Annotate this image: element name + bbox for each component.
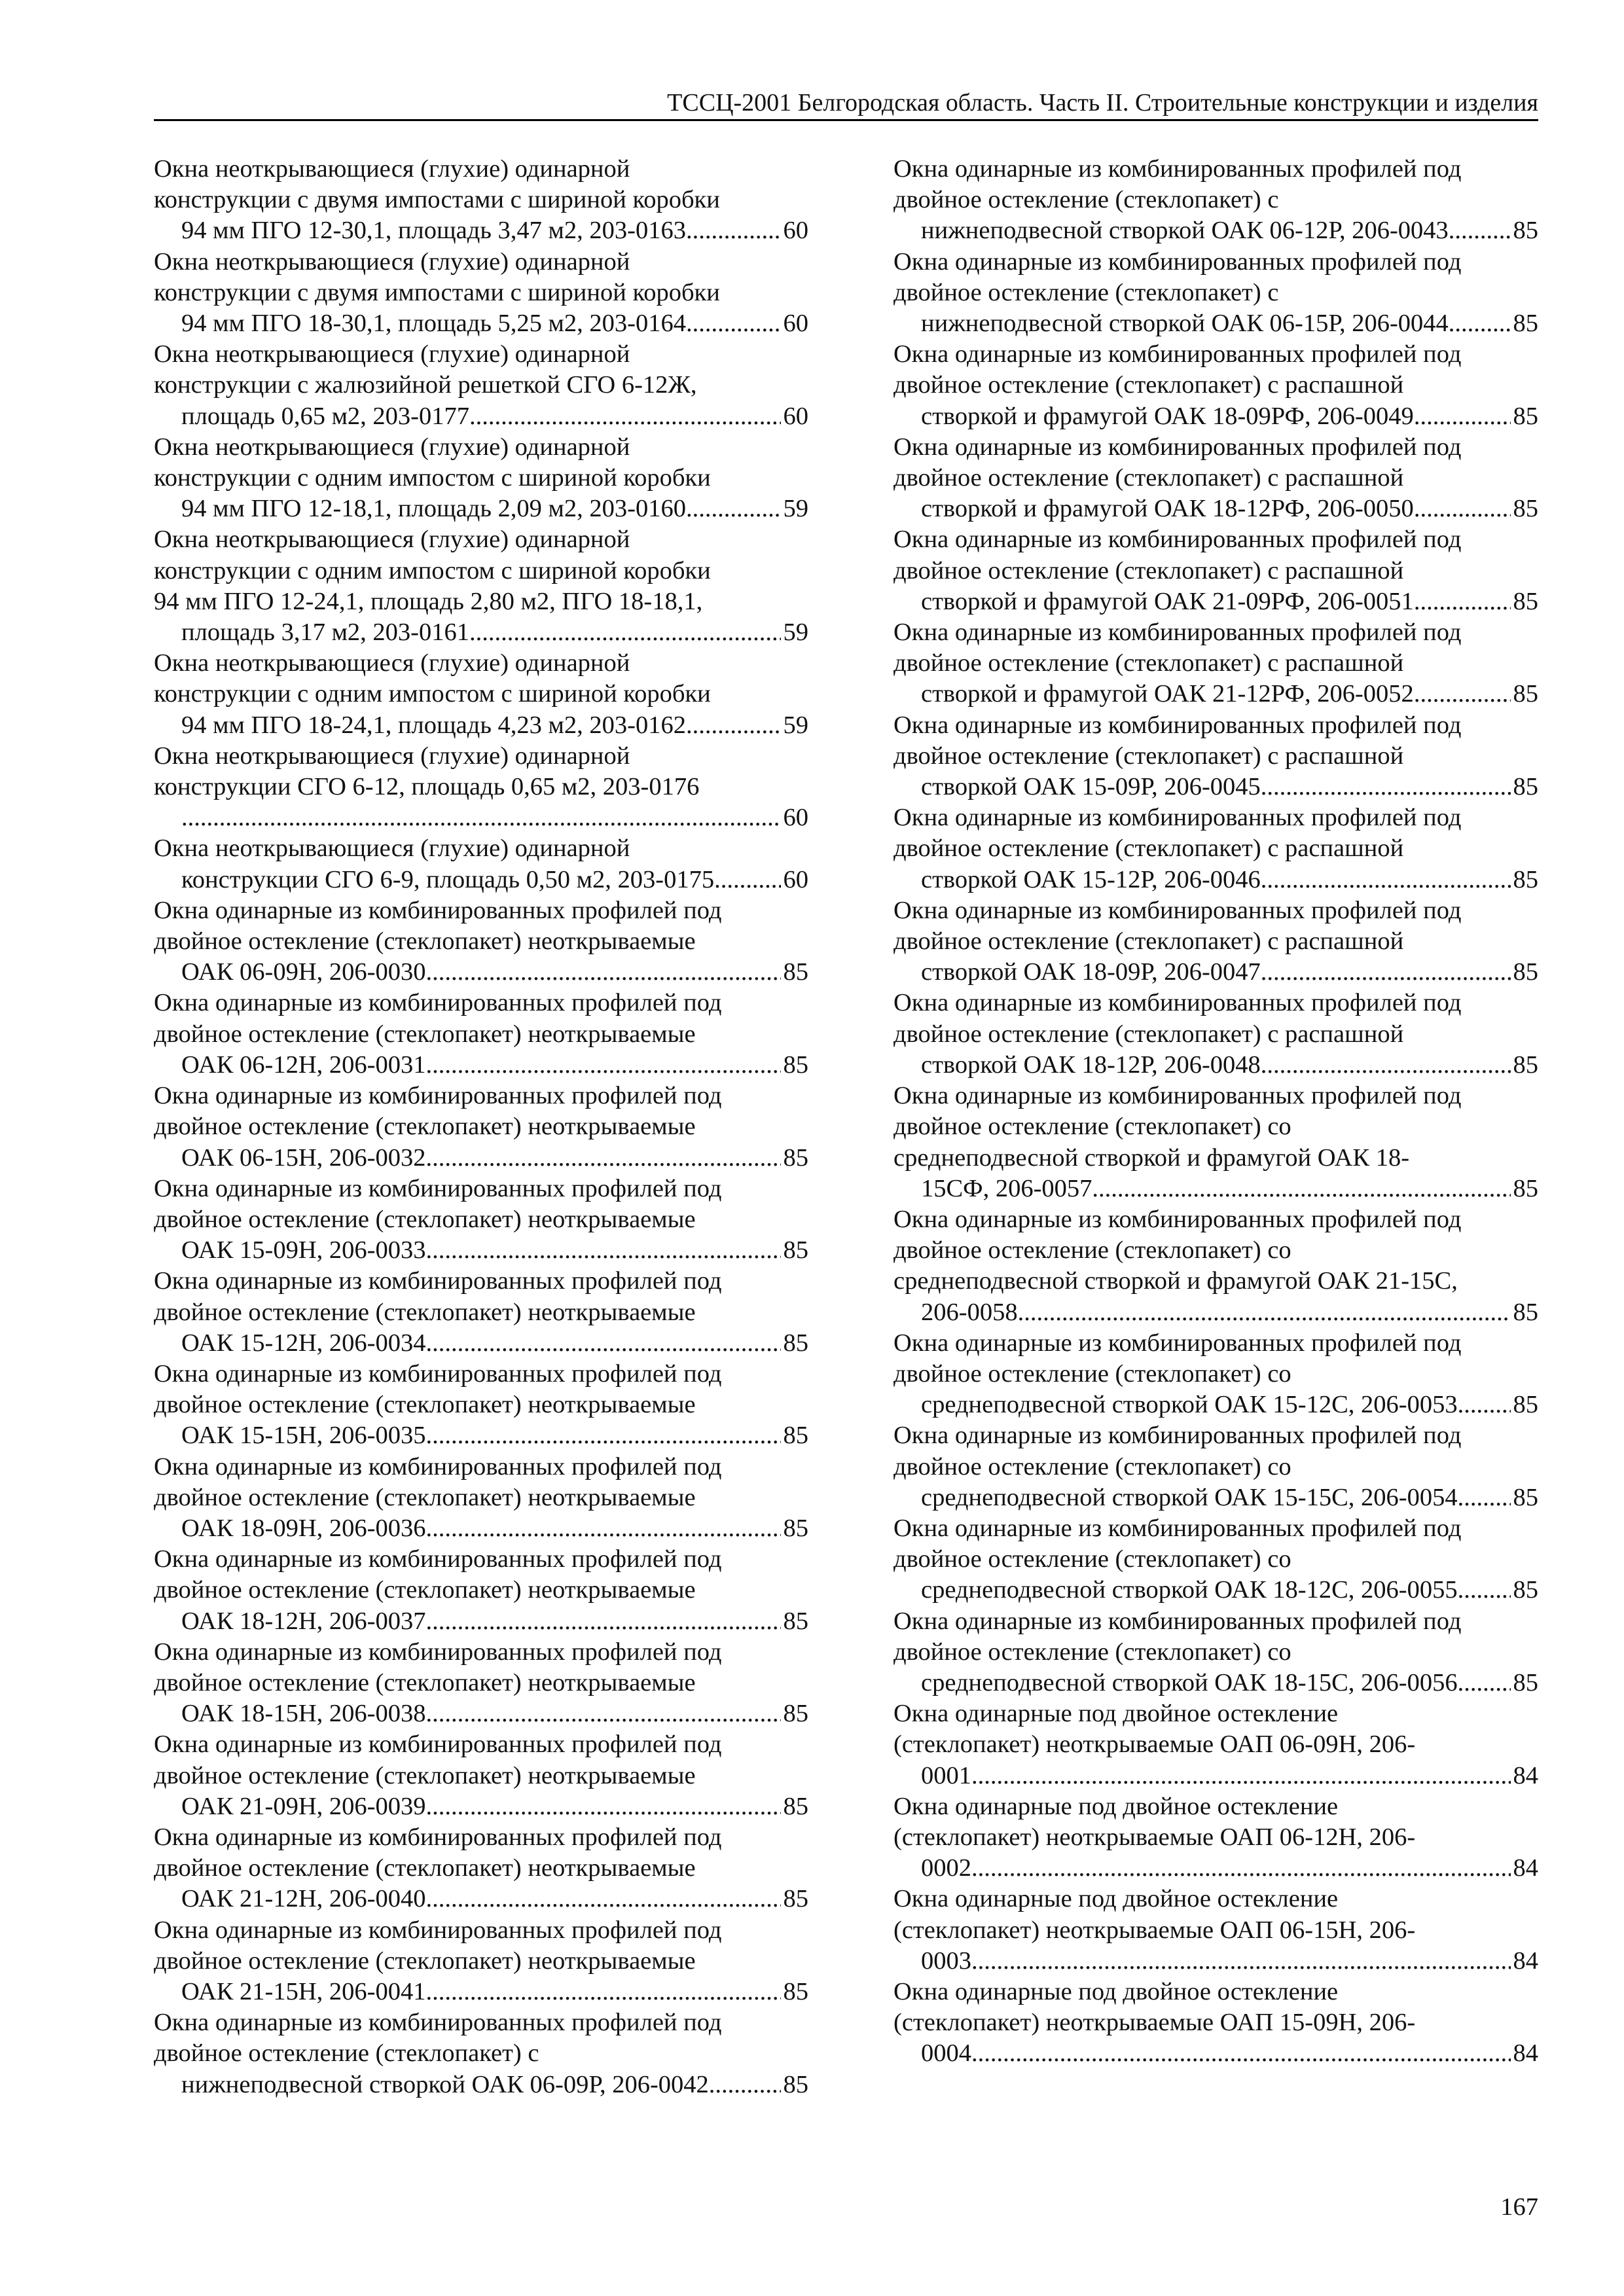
entry-line: Окна одинарные из комбинированных профилей под [893, 1329, 1462, 1357]
entry-last-line [181, 617, 808, 648]
entry-last-text: 15СФ, 206-0057 [921, 1174, 1092, 1202]
entry-page-ref: 85 [1513, 1050, 1538, 1079]
entry-line: Окна одинарные из комбинированных профилей под [893, 619, 1462, 647]
entry-last-text: ОАК 18-09Н, 206-0036 [181, 1514, 426, 1542]
entry-line: Окна неоткрывающиеся (глухие) одинарной [154, 340, 630, 368]
dot-leader [686, 710, 781, 741]
entry-page-ref: 85 [1513, 495, 1538, 523]
index-column-left [154, 154, 808, 2100]
entry-line: двойное остекление (стеклопакет) неоткрываемые [154, 927, 696, 956]
entry-last-text: конструкции СГО 6-9, площадь 0,50 м2, 203-0175 [181, 865, 715, 893]
dot-leader [469, 617, 780, 648]
index-entry [154, 833, 808, 895]
dot-leader [425, 1143, 780, 1174]
entry-page-ref: 84 [1513, 2039, 1538, 2068]
entry-line: Окна неоткрывающиеся (глухие) одинарной [154, 155, 630, 183]
index-entry [154, 1915, 808, 2008]
entry-last-line [921, 679, 1538, 709]
index-entry [154, 1452, 808, 1545]
entry-line: Окна одинарные из комбинированных профилей под [893, 247, 1462, 276]
entry-line: двойное остекление (стеклопакет) неоткрываемые [154, 1668, 696, 1696]
dot-leader [1458, 1482, 1511, 1513]
entry-last-text: 0004 [921, 2039, 971, 2068]
entry-last-text: площадь 0,65 м2, 203-0177 [181, 402, 470, 430]
entry-last-line [181, 401, 808, 432]
dot-leader [425, 1420, 780, 1451]
entry-last-text: створкой и фрамугой ОАК 18-09РФ, 206-0049 [921, 402, 1414, 430]
dot-leader [1414, 679, 1511, 709]
entry-line: двойное остекление (стеклопакет) со [893, 1113, 1291, 1141]
index-entry [154, 1266, 808, 1359]
dot-leader [714, 865, 780, 895]
entry-last-line [181, 957, 808, 988]
dot-leader [686, 308, 781, 339]
entry-line: (стеклопакет) неоткрываемые ОАП 06-09Н, 206- [893, 1731, 1416, 1759]
entry-line: Окна неоткрывающиеся (глухие) одинарной [154, 649, 630, 677]
entry-page-ref: 85 [1513, 1174, 1538, 1202]
entry-line: двойное остекление (стеклопакет) с распашной [893, 371, 1404, 399]
index-entry [893, 1791, 1538, 1884]
entry-page-ref: 85 [783, 1050, 808, 1079]
entry-page-ref: 84 [1513, 1761, 1538, 1789]
entry-line: двойное остекление (стеклопакет) со [893, 1638, 1291, 1666]
entry-last-text: створкой и фрамугой ОАК 18-12РФ, 206-0050 [921, 495, 1414, 523]
entry-last-line [921, 772, 1538, 802]
dot-leader [425, 957, 780, 988]
entry-last-line [921, 493, 1538, 524]
index-entry [154, 648, 808, 741]
entry-line: двойное остекление (стеклопакет) со [893, 1236, 1291, 1265]
entry-last-text: створкой и фрамугой ОАК 21-12РФ, 206-0052 [921, 680, 1414, 708]
entry-line: конструкции с одним импостом с шириной коробки [154, 680, 711, 708]
entry-line: Окна одинарные из комбинированных профилей под [893, 1205, 1462, 1233]
entry-page-ref: 85 [1513, 310, 1538, 338]
entry-line: среднеподвесной створкой и фрамугой ОАК 18- [893, 1143, 1410, 1172]
entry-last-text: 206-0058 [921, 1298, 1018, 1326]
entry-last-text: 0002 [921, 1854, 971, 1882]
entry-page-ref: 85 [783, 1329, 808, 1357]
dot-leader [1414, 401, 1511, 432]
entry-line: (стеклопакет) неоткрываемые ОАП 06-12Н, 206- [893, 1823, 1416, 1851]
entry-line: двойное остекление (стеклопакет) неоткрываемые [154, 1761, 696, 1789]
entry-line: (стеклопакет) неоткрываемые ОАП 06-15Н, 206- [893, 1916, 1416, 1944]
entry-page-ref: 85 [1513, 958, 1538, 986]
dot-leader [425, 1791, 780, 1822]
index-entry [893, 1606, 1538, 1699]
index-entry [893, 524, 1538, 617]
dot-leader [1414, 586, 1511, 617]
index-entry [893, 154, 1538, 247]
entry-last-text: ОАК 06-12Н, 206-0031 [181, 1050, 426, 1079]
entry-page-ref: 85 [783, 1700, 808, 1728]
entry-page-ref: 60 [783, 865, 808, 893]
index-entry [893, 1698, 1538, 1791]
entry-page-ref: 85 [783, 1607, 808, 1635]
dot-leader [425, 1235, 780, 1266]
entry-last-text: среднеподвесной створкой ОАК 18-15С, 206-0056 [921, 1668, 1458, 1696]
index-entry [154, 1359, 808, 1452]
entry-page-ref: 60 [783, 402, 808, 430]
entry-last-text: нижнеподвесной створкой ОАК 06-12Р, 206-0043. [921, 217, 1455, 245]
entry-last-text: среднеподвесной створкой ОАК 18-12С, 206-0055 [921, 1576, 1458, 1604]
index-entry [154, 432, 808, 525]
dot-leader [425, 1884, 780, 1914]
entry-line: двойное остекление (стеклопакет) с распашной [893, 464, 1404, 492]
entry-last-line [181, 1606, 808, 1637]
running-header [154, 86, 1538, 121]
entry-line: Окна одинарные из комбинированных профилей под [893, 1514, 1462, 1542]
index-entry [893, 988, 1538, 1081]
entry-last-line [921, 308, 1538, 339]
entry-last-text: ОАК 06-15Н, 206-0032 [181, 1143, 426, 1172]
entry-last-line [181, 308, 808, 339]
entry-last-text: створкой ОАК 15-12Р, 206-0046 [921, 865, 1261, 893]
entry-line: Окна одинарные из комбинированных профилей под [154, 1638, 722, 1666]
entry-last-line [181, 1050, 808, 1081]
entry-page-ref: 85 [783, 1977, 808, 2005]
entry-line: Окна одинарные из комбинированных профилей под [893, 526, 1462, 554]
dot-leader [686, 493, 781, 524]
dot-leader [1261, 957, 1511, 988]
index-entry [893, 1884, 1538, 1977]
entry-line: Окна одинарные под двойное остекление [893, 1977, 1339, 2005]
index-entry [154, 339, 808, 432]
entry-line: Окна одинарные из комбинированных профилей под [893, 804, 1462, 832]
entry-line: Окна одинарные из комбинированных профилей под [154, 1174, 722, 1202]
index-entry [893, 1204, 1538, 1328]
dot-leader [181, 802, 781, 833]
entry-line: двойное остекление (стеклопакет) с распашной [893, 742, 1404, 770]
index-column-right [893, 154, 1538, 2070]
entry-last-line [181, 1235, 808, 1266]
dot-leader [425, 1328, 780, 1359]
dot-leader [1414, 493, 1511, 524]
entry-page-ref: 85 [1513, 1298, 1538, 1326]
entry-line: Окна одинарные из комбинированных профилей под [154, 1916, 722, 1944]
entry-line: двойное остекление (стеклопакет) неоткрываемые [154, 1391, 696, 1419]
entry-last-line [921, 1390, 1538, 1420]
dot-leader [425, 1698, 780, 1729]
entry-page-ref: 59 [783, 495, 808, 523]
index-entry [154, 988, 808, 1081]
entry-line: двойное остекление (стеклопакет) с [893, 186, 1279, 214]
entry-last-text: 94 мм ПГО 18-24,1, площадь 4,23 м2, 203-0162 [181, 711, 686, 739]
index-entry [154, 524, 808, 648]
entry-page-ref: 85 [783, 2070, 808, 2098]
dot-leader [425, 1513, 780, 1544]
entry-line: Окна одинарные из комбинированных профилей под [893, 433, 1462, 461]
entry-last-line [181, 1143, 808, 1174]
entry-line: двойное остекление (стеклопакет) с распашной [893, 556, 1404, 584]
entry-last-text: ОАК 06-09Н, 206-0030 [181, 958, 426, 986]
entry-last-text: створкой ОАК 18-12Р, 206-0048 [921, 1050, 1261, 1079]
entry-last-line [921, 1668, 1538, 1698]
entry-line: Окна одинарные из комбинированных профилей под [893, 155, 1462, 183]
dot-leader [971, 1853, 1511, 1884]
entry-line: двойное остекление (стеклопакет) неоткрываемые [154, 1854, 696, 1882]
entry-last-line [921, 215, 1538, 246]
entry-line: Окна одинарные из комбинированных профилей под [154, 1731, 722, 1759]
entry-line: Окна одинарные из комбинированных профилей под [893, 340, 1462, 368]
entry-line: двойное остекление (стеклопакет) неоткрываемые [154, 1483, 696, 1511]
entry-last-text: нижнеподвесной створкой ОАК 06-09Р, 206-0042 [181, 2070, 709, 2098]
entry-page-ref: 60 [783, 804, 808, 832]
entry-line: двойное остекление (стеклопакет) неоткрываемые [154, 1113, 696, 1141]
index-entry [154, 154, 808, 247]
entry-page-ref: 85 [783, 1885, 808, 1913]
entry-line: Окна одинарные из комбинированных профилей под [893, 896, 1462, 924]
entry-last-text: 94 мм ПГО 12-18,1, площадь 2,09 м2, 203-0160 [181, 495, 686, 523]
index-entry [154, 1081, 808, 1174]
entry-line: Окна неоткрывающиеся (глухие) одинарной [154, 834, 630, 863]
entry-last-line [921, 1946, 1538, 1977]
dot-leader [425, 1606, 780, 1637]
dot-leader [971, 2038, 1511, 2069]
dot-leader [1261, 1050, 1511, 1081]
entry-page-ref: 85 [1513, 1483, 1538, 1511]
entry-last-text: ОАК 21-15Н, 206-0041 [181, 1977, 426, 2005]
index-entry [893, 895, 1538, 988]
entry-last-line [181, 710, 808, 741]
index-entry [893, 1977, 1538, 2070]
index-entry [893, 339, 1538, 432]
entry-line: Окна неоткрывающиеся (глухие) одинарной [154, 526, 630, 554]
index-entry [893, 617, 1538, 710]
index-entry [154, 1544, 808, 1637]
entry-line: конструкции с двумя импостами с шириной коробки [154, 186, 720, 214]
entry-last-line [921, 1482, 1538, 1513]
entry-line: двойное остекление (стеклопакет) неоткрываемые [154, 1020, 696, 1048]
index-entry [893, 432, 1538, 525]
entry-line: Окна одинарные из комбинированных профилей под [154, 1359, 722, 1388]
entry-line: Окна одинарные из комбинированных профилей под [893, 989, 1462, 1017]
entry-page-ref: 59 [783, 619, 808, 647]
entry-page-ref: 85 [783, 958, 808, 986]
entry-last-line [921, 957, 1538, 988]
entry-last-text: 94 мм ПГО 18-30,1, площадь 5,25 м2, 203-0164 [181, 310, 686, 338]
entry-line: среднеподвесной створкой и фрамугой ОАК 21-15С, [893, 1267, 1458, 1295]
entry-line: конструкции с двумя импостами с шириной коробки [154, 278, 720, 306]
entry-line: Окна одинарные под двойное остекление [893, 1885, 1339, 1913]
dot-leader [425, 1977, 780, 2007]
index-entry [154, 1729, 808, 1822]
entry-line: двойное остекление (стеклопакет) неоткрываемые [154, 1576, 696, 1604]
entry-page-ref: 84 [1513, 1946, 1538, 1975]
dot-leader [469, 401, 780, 432]
dot-leader [1458, 1668, 1511, 1698]
entry-line: двойное остекление (стеклопакет) неоткрываемые [154, 1205, 696, 1233]
entry-last-line [921, 1297, 1538, 1328]
entry-line: двойное остекление (стеклопакет) неоткрываемые [154, 1298, 696, 1326]
entry-last-text: створкой и фрамугой ОАК 21-09РФ, 206-0051 [921, 587, 1414, 615]
index-entry [893, 1328, 1538, 1421]
entry-line: Окна одинарные из комбинированных профилей под [154, 1823, 722, 1851]
entry-line: двойное остекление (стеклопакет) с [893, 278, 1279, 306]
entry-last-text: среднеподвесной створкой ОАК 15-12С, 206-0053 [921, 1391, 1458, 1419]
entry-line: двойное остекление (стеклопакет) со [893, 1452, 1291, 1480]
entry-line: Окна одинарные из комбинированных профилей под [893, 1422, 1462, 1450]
dot-leader [1092, 1174, 1510, 1204]
entry-line: Окна одинарные из комбинированных профилей под [154, 1267, 722, 1295]
entry-last-text: среднеподвесной створкой ОАК 15-15С, 206-0054 [921, 1483, 1458, 1511]
entry-last-line [181, 2070, 808, 2100]
index-entry [893, 247, 1538, 340]
entry-line: Окна одинарные под двойное остекление [893, 1792, 1339, 1820]
entry-line: (стеклопакет) неоткрываемые ОАП 15-09Н, 206- [893, 2009, 1416, 2037]
entry-line: двойное остекление (стеклопакет) с распашной [893, 1020, 1404, 1048]
entry-last-line [181, 1698, 808, 1729]
entry-line: двойное остекление (стеклопакет) с распашной [893, 927, 1404, 956]
index-entry [893, 1081, 1538, 1204]
entry-last-text: нижнеподвесной створкой ОАК 06-15Р, 206-0044. [921, 310, 1455, 338]
entry-page-ref: 60 [783, 217, 808, 245]
entry-last-line [921, 865, 1538, 895]
entry-page-ref: 85 [783, 1236, 808, 1265]
entry-line: двойное остекление (стеклопакет) неоткрываемые [154, 1946, 696, 1975]
entry-last-line [921, 1853, 1538, 1884]
entry-last-line [921, 1050, 1538, 1081]
dot-leader [1261, 865, 1511, 895]
entry-line: Окна одинарные из комбинированных профилей под [893, 1082, 1462, 1110]
entry-last-text: створкой ОАК 15-09Р, 206-0045 [921, 773, 1261, 801]
entry-last-text: ОАК 21-09Н, 206-0039 [181, 1792, 426, 1820]
entry-last-line [921, 1575, 1538, 1605]
entry-line: двойное остекление (стеклопакет) со [893, 1359, 1291, 1388]
entry-page-ref: 85 [1513, 1668, 1538, 1696]
page-number: 167 [1500, 2193, 1538, 2221]
dot-leader [709, 2070, 781, 2100]
entry-last-text: ОАК 15-09Н, 206-0033 [181, 1236, 426, 1265]
index-entry [154, 247, 808, 340]
index-entry [154, 895, 808, 988]
entry-line: Окна одинарные из комбинированных профилей под [154, 2009, 722, 2037]
entry-line: Окна неоткрывающиеся (глухие) одинарной [154, 433, 630, 461]
entry-last-text: 0003 [921, 1946, 971, 1975]
entry-line: конструкции с одним импостом с шириной коробки [154, 556, 711, 584]
entry-page-ref: 85 [783, 1514, 808, 1542]
index-entry [154, 1822, 808, 1915]
entry-last-line [181, 1977, 808, 2007]
dot-leader [1018, 1297, 1511, 1328]
entry-page-ref: 84 [1513, 1854, 1538, 1882]
entry-line: Окна одинарные из комбинированных профилей под [893, 1607, 1462, 1635]
index-entry [893, 1420, 1538, 1513]
entry-line: конструкции с одним импостом с шириной коробки [154, 464, 711, 492]
entry-line: двойное остекление (стеклопакет) с [154, 2039, 539, 2068]
entry-last-line [181, 1328, 808, 1359]
entry-last-line [181, 1513, 808, 1544]
index-entry [154, 741, 808, 834]
entry-line: конструкции с жалюзийной решеткой СГО 6-12Ж, [154, 371, 697, 399]
dot-leader [971, 1761, 1511, 1791]
index-entry [893, 710, 1538, 803]
dot-leader [425, 1050, 780, 1081]
entry-page-ref: 85 [1513, 217, 1538, 245]
entry-last-line [181, 802, 808, 833]
entry-last-text: створкой ОАК 18-09Р, 206-0047 [921, 958, 1261, 986]
entry-line: Окна одинарные из комбинированных профилей под [154, 1082, 722, 1110]
entry-page-ref: 59 [783, 711, 808, 739]
entry-last-line [181, 215, 808, 246]
index-entry [154, 2007, 808, 2100]
entry-last-line [921, 2038, 1538, 2069]
dot-leader [1261, 772, 1511, 802]
index-entry [893, 1513, 1538, 1606]
entry-page-ref: 85 [783, 1792, 808, 1820]
entry-line: Окна неоткрывающиеся (глухие) одинарной [154, 247, 630, 276]
entry-line: Окна одинарные из комбинированных профилей под [154, 1452, 722, 1480]
entry-last-text: ОАК 18-12Н, 206-0037 [181, 1607, 426, 1635]
index-entry [154, 1637, 808, 1730]
entry-last-line [921, 1761, 1538, 1791]
entry-page-ref: 85 [1513, 587, 1538, 615]
entry-line: Окна одинарные из комбинированных профилей под [154, 989, 722, 1017]
entry-last-text: ОАК 15-12Н, 206-0034 [181, 1329, 426, 1357]
entry-page-ref: 85 [1513, 680, 1538, 708]
entry-line: 94 мм ПГО 12-24,1, площадь 2,80 м2, ПГО 18-18,1, [154, 587, 703, 615]
dot-leader [971, 1946, 1511, 1977]
header-title: ТССЦ-2001 Белгородская область. Часть II. Строительные конструкции и изделия [667, 89, 1538, 117]
entry-last-text: 94 мм ПГО 12-30,1, площадь 3,47 м2, 203-0163 [181, 217, 686, 245]
entry-page-ref: 60 [783, 310, 808, 338]
dot-leader [1454, 215, 1510, 246]
dot-leader [1458, 1575, 1511, 1605]
entry-page-ref: 85 [1513, 402, 1538, 430]
index-entry [893, 802, 1538, 895]
entry-line: Окна одинарные под двойное остекление [893, 1700, 1339, 1728]
entry-page-ref: 85 [1513, 865, 1538, 893]
entry-page-ref: 85 [1513, 1391, 1538, 1419]
index-entry [154, 1174, 808, 1266]
entry-line: двойное остекление (стеклопакет) с распашной [893, 649, 1404, 677]
entry-line: двойное остекление (стеклопакет) с распашной [893, 834, 1404, 863]
entry-last-text: площадь 3,17 м2, 203-0161 [181, 619, 470, 647]
entry-last-line [181, 1884, 808, 1914]
dot-leader [1454, 308, 1510, 339]
entry-last-line [181, 865, 808, 895]
entry-page-ref: 85 [1513, 773, 1538, 801]
entry-last-line [921, 401, 1538, 432]
entry-last-line [921, 586, 1538, 617]
entry-line: двойное остекление (стеклопакет) со [893, 1545, 1291, 1573]
entry-page-ref: 85 [783, 1143, 808, 1172]
entry-line: конструкции СГО 6-12, площадь 0,65 м2, 203-0176 [154, 773, 700, 801]
entry-line: Окна одинарные из комбинированных профилей под [154, 896, 722, 924]
entry-line: Окна неоткрывающиеся (глухие) одинарной [154, 742, 630, 770]
entry-last-line [181, 1420, 808, 1451]
entry-page-ref: 85 [1513, 1576, 1538, 1604]
entry-page-ref: 85 [783, 1422, 808, 1450]
entry-last-text: ОАК 15-15Н, 206-0035 [181, 1422, 426, 1450]
entry-last-line [921, 1174, 1538, 1204]
entry-line: Окна одинарные из комбинированных профилей под [893, 711, 1462, 739]
entry-line: Окна одинарные из комбинированных профилей под [154, 1545, 722, 1573]
entry-last-text: ОАК 21-12Н, 206-0040 [181, 1885, 426, 1913]
dot-leader [686, 215, 781, 246]
entry-last-text: 0001 [921, 1761, 971, 1789]
dot-leader [1458, 1390, 1511, 1420]
entry-last-line [181, 493, 808, 524]
entry-last-line [181, 1791, 808, 1822]
entry-last-text: ОАК 18-15Н, 206-0038 [181, 1700, 426, 1728]
